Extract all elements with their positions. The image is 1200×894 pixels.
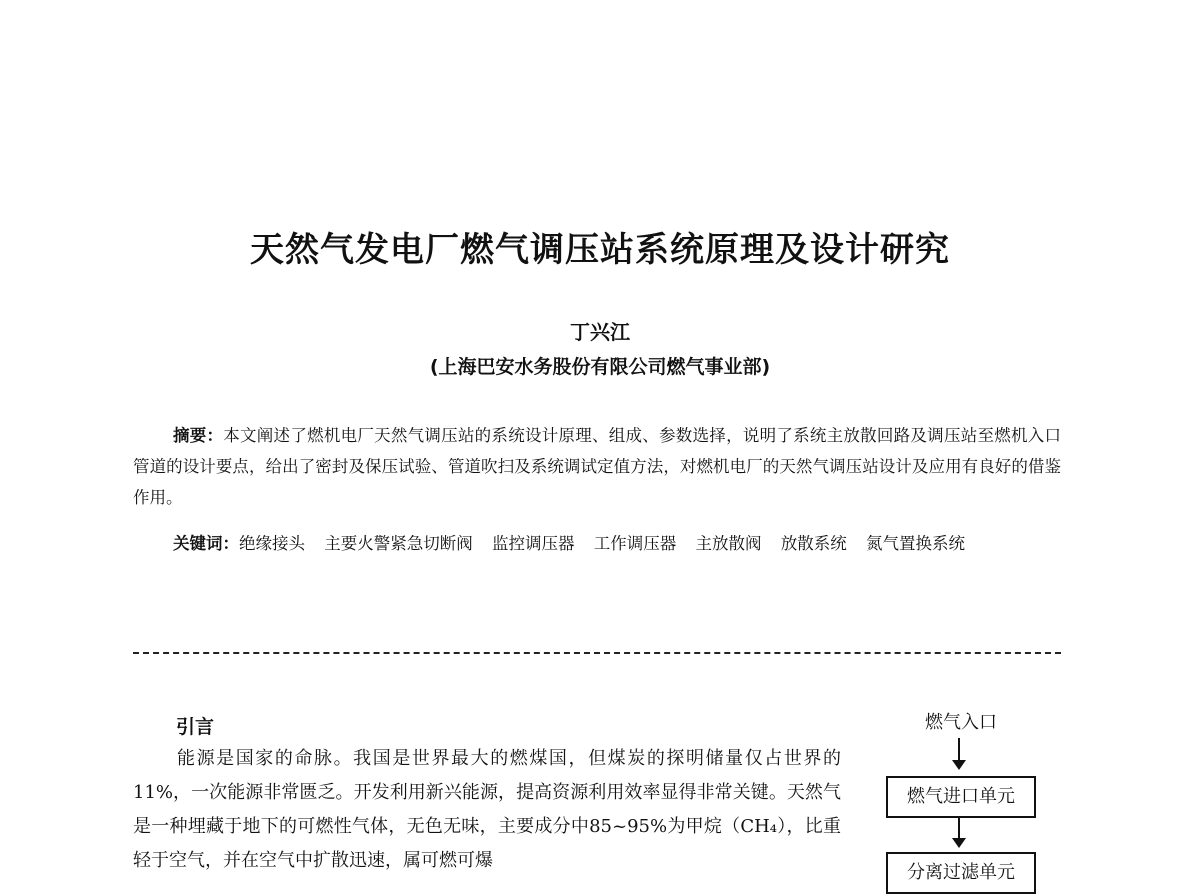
intro-paragraph: 能源是国家的命脉。我国是世界最大的燃煤国，但煤炭的探明储量仅占世界的11%，一次能源非常匮乏。开发利用新兴能源，提高资源利用效率显得非常关键。天然气是一种埋藏于地下的可燃性气体，无色无味，主要成分中85~95%为甲烷（CH₄），比重轻于空气，并在空气中扩散迅速，属可燃可爆 — [133, 748, 841, 871]
flowchart-arrow — [958, 738, 960, 768]
flowchart-arrow — [958, 818, 960, 846]
keywords-text: 绝缘接头 主要火警紧急切断阀 监控调压器 工作调压器 主放散阀 放散系统 氮气置换系统 — [239, 534, 965, 553]
intro-heading: 引言 — [176, 716, 215, 738]
keywords-label: 关键词： — [173, 534, 239, 553]
paper-title: 天然气发电厂燃气调压站系统原理及设计研究 — [250, 230, 950, 270]
abstract-text: 本文阐述了燃机电厂天然气调压站的系统设计原理、组成、参数选择，说明了系统主放散回路及调压站至燃机入口管道的设计要点，给出了密封及保压试验、管道吹扫及系统调试定值方法，对燃机电厂的天然气调压站设计及应用有良好的借鉴作用。 — [133, 426, 1062, 507]
keywords — [133, 528, 1061, 559]
section-divider — [133, 652, 1061, 654]
author-name: 丁兴江 — [570, 320, 630, 344]
abstract — [133, 420, 1061, 513]
abstract-label: 摘要： — [173, 426, 224, 445]
flowchart-entry-label: 燃气入口 — [925, 712, 997, 733]
flowchart-box: 分离过滤单元 — [886, 852, 1036, 894]
flowchart-box: 燃气进口单元 — [886, 776, 1036, 818]
author-affiliation: (上海巴安水务股份有限公司燃气事业部) — [429, 356, 771, 378]
